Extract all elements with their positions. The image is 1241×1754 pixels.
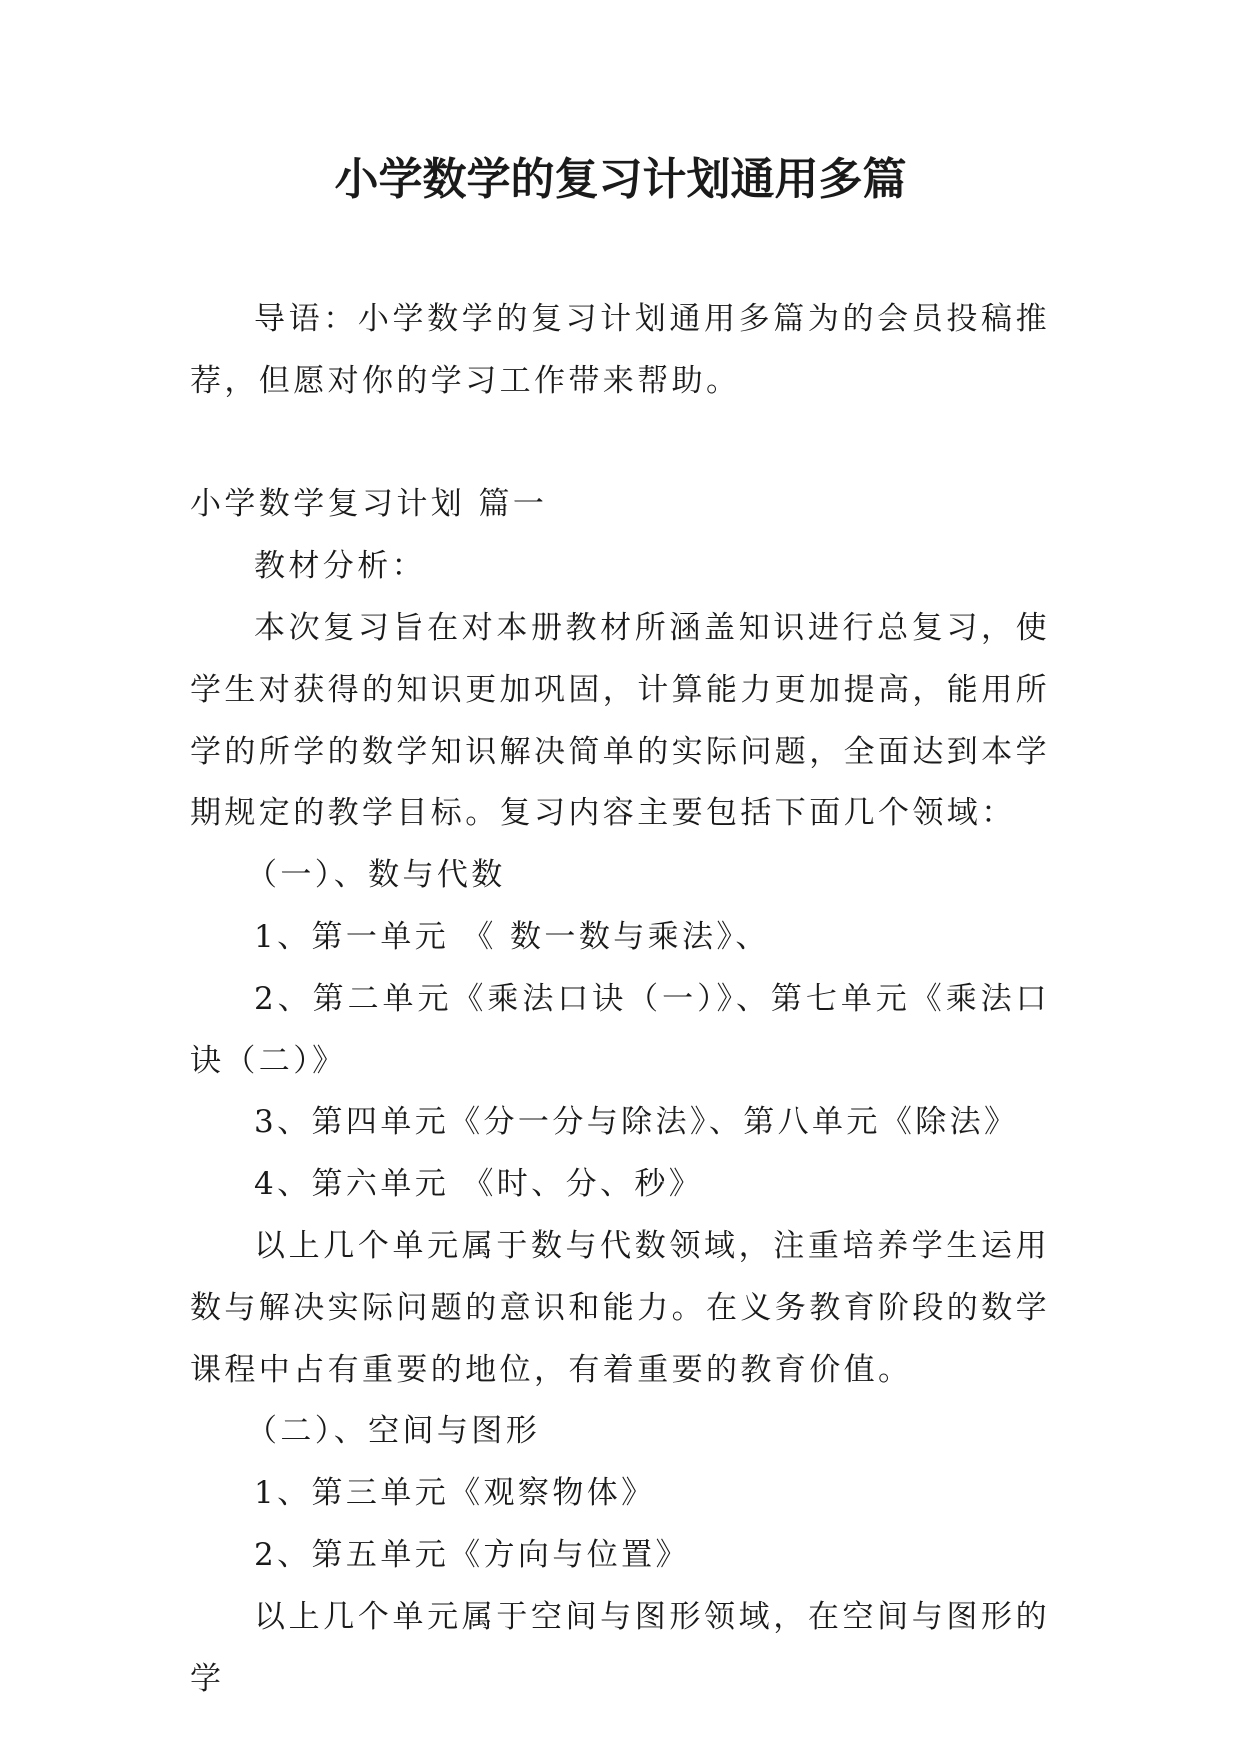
list-item: 1、第三单元《观察物体》: [254, 1475, 656, 1512]
subsection-heading-geometry: （二）、空间与图形: [246, 1413, 541, 1450]
list-item: 1、第一单元 《 数一数与乘法》、: [254, 918, 770, 955]
intro-paragraph: 导语：小学数学的复习计划通用多篇为的会员投稿推荐，但愿对你的学习工作带来帮助。: [190, 301, 1050, 399]
analysis-label: 教材分析：: [254, 548, 426, 585]
list-item: 2、第二单元《乘法口诀（一）》、第七单元《乘法口诀（二）》: [190, 980, 1050, 1079]
document-body: [190, 289, 1050, 1710]
document-title: 小学数学的复习计划通用多篇: [334, 154, 907, 205]
list-item: 3、第四单元《分一分与除法》、第八单元《除法》: [254, 1104, 1019, 1141]
algebra-summary-paragraph: 以上几个单元属于数与代数领域，注重培养学生运用数与解决实际问题的意识和能力。在义务教育阶段的数学课程中占有重要的地位，有着重要的教育价值。: [190, 1227, 1050, 1388]
list-item: 2、第五单元《方向与位置》: [254, 1536, 690, 1573]
geometry-summary-paragraph: 以上几个单元属于空间与图形领域，在空间与图形的学: [190, 1598, 1050, 1697]
list-item: 4、第六单元 《时、分、秒》: [254, 1166, 704, 1203]
subsection-heading-algebra: （一）、数与代数: [246, 857, 506, 894]
paragraph-spacer: [190, 413, 1050, 475]
overview-paragraph: 本次复习旨在对本册教材所涵盖知识进行总复习，使学生对获得的知识更加巩固，计算能力更加提高，能用所学的所学的数学知识解决简单的实际问题，全面达到本学期规定的教学目标。复习内容主要包括下面几个领域：: [190, 609, 1050, 832]
section-heading: 小学数学复习计划 篇一: [190, 486, 548, 523]
